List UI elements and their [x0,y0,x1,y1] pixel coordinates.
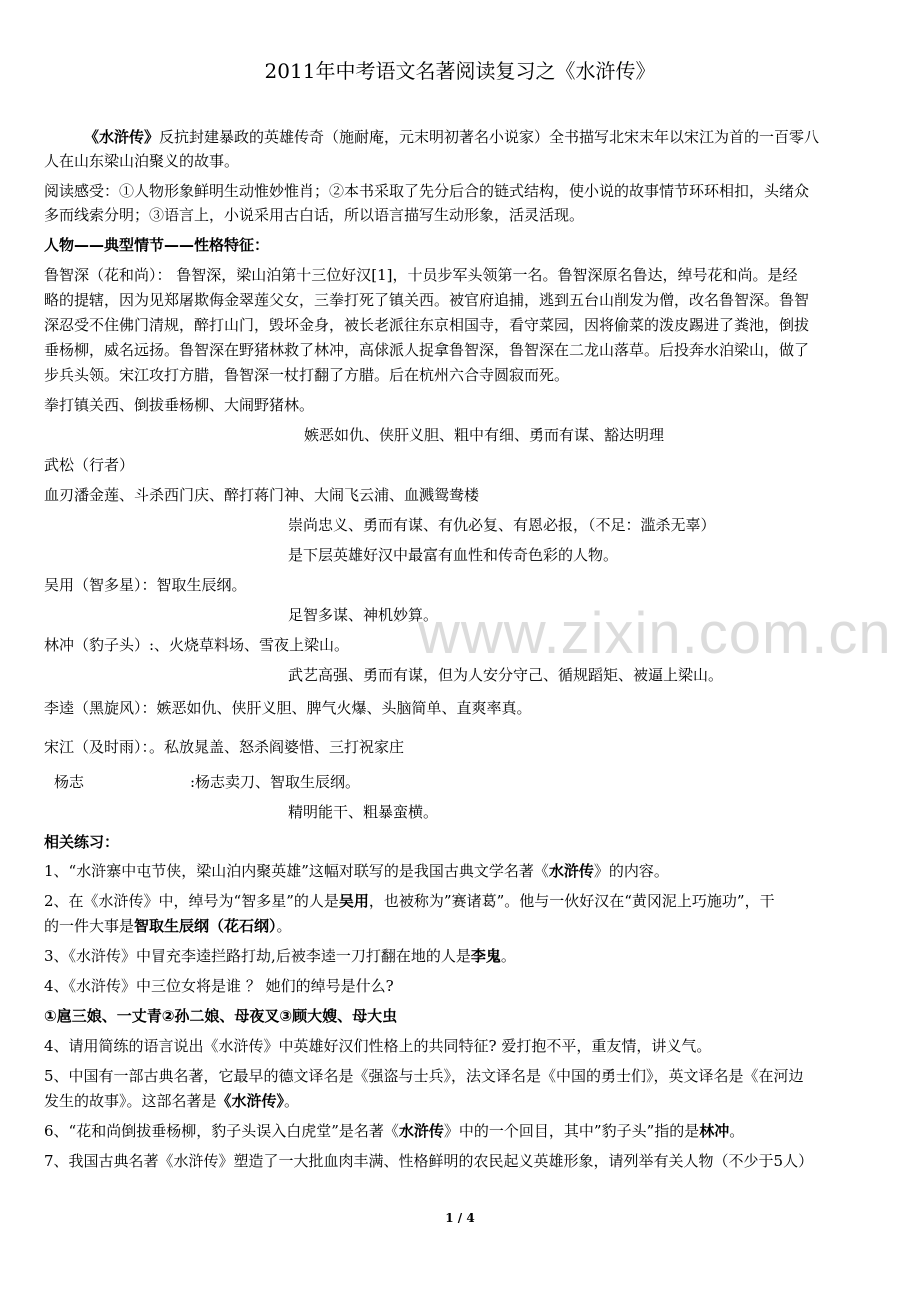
answer: 《水浒传》 [216,1092,285,1110]
intro-line-2: 人在山东梁山泊聚义的故事。 [44,152,240,170]
luzhishen-plots: 拳打镇关西、倒拔垂杨柳、大闹野猪林。 [44,396,315,414]
question-1: 1、“水浒寨中屯节侠，梁山泊内聚英雄”这幅对联写的是我国古典文学名著《水浒传》的内容。 [44,862,669,880]
yangzhi-name: 杨志 [54,773,85,791]
wusong-plots: 血刃潘金莲、斗杀西门庆、醉打蒋门神、大闹飞云浦、血溅鸳鸯楼 [44,486,480,504]
linchong-line: 林冲（豹子头）:、火烧草料场、雪夜上梁山。 [44,636,350,654]
likui-line: 李逵（黑旋风）：嫉恶如仇、侠肝义胆、脾气火爆、头脑简单、直爽率真。 [44,699,532,717]
songjiang-line: 宋江（及时雨）：。私放晁盖、怒杀阎婆惜、三打祝家庄 [44,738,405,756]
answer: 水浒传 [398,1122,444,1140]
answer: 吴用 [338,892,369,910]
question-4: 4、《水浒传》中三位女将是谁 ？ 她们的绰号是什么? [44,977,394,995]
answer: 智取生辰纲（花石纲） [134,917,277,935]
section-heading: 人物——典型情节——性格特征： [44,236,270,254]
question-2-line-2: 的一件大事是智取生辰纲（花石纲）。 [44,917,292,935]
reading-line-1: 阅读感受：①人物形象鲜明生动惟妙惟肖；②本书采取了先分后合的链式结构，使小说的故事情节环环相扣，头绪众 [44,182,810,200]
wuyong-line: 吴用（智多星）：智取生辰纲。 [44,576,247,594]
luzhishen-line-5: 步兵头领。宋江攻打方腊，鲁智深一杖打翻了方腊。后在杭州六合寺圆寂而死。 [44,366,570,384]
luzhishen-traits: 嫉恶如仇、侠肝义胆、粗中有细、勇而有谋、豁达明理 [304,426,665,444]
page-number: 1 / 4 [445,1211,475,1225]
question-2-line-1: 2、在《水浒传》中，绰号为“智多星”的人是吴用，也被称为”赛诸葛”。他与一伙好汉在“黄冈泥上巧施功”，干 [44,892,775,910]
answer: 李鬼 [470,947,501,965]
wuyong-traits: 足智多谋、神机妙算。 [288,606,439,624]
wusong-traits-2: 是下层英雄好汉中最富有血性和传奇色彩的人物。 [288,546,619,564]
question-5-line-2: 发生的故事》。这部名著是《水浒传》。 [44,1092,300,1110]
wusong-traits-1: 崇尚忠义、勇而有谋、有仇必复、有恩必报，（不足：滥杀无辜） [288,516,716,534]
yangzhi-plots: :杨志卖刀、智取生辰纲。 [190,773,361,791]
answer: 水浒传 [548,862,594,880]
answer: 林冲 [699,1122,730,1140]
question-7: 7、我国古典名著《水浒传》塑造了一大批血肉丰满、性格鲜明的农民起义英雄形象，请列举有关人物（不少于5人） [44,1152,814,1170]
question-3: 3、《水浒传》中冒充李逵拦路打劫,后被李逵一刀打翻在地的人是李鬼。 [44,947,516,965]
intro-book-title: 《水浒传》 [84,128,160,146]
luzhishen-line-2: 略的提辖，因为见郑屠欺侮金翠莲父女，三拳打死了镇关西。被官府追捕，逃到五台山削发为僧，改名鲁智深。鲁智 [44,291,810,309]
reading-line-2: 多而线索分明；③语言上，小说采用古白话，所以语言描写生动形象，活灵活现。 [44,206,585,224]
luzhishen-line-3: 深忍受不住佛门清规，醉打山门，毁坏金身，被长老派往东京相国寺，看守菜园，因将偷菜的泼皮踢进了粪池，倒拔 [44,316,810,334]
question-4b: 4、请用简练的语言说出《水浒传》中英雄好汉们性格上的共同特征? 爱打抱不平，重友情，讲义气。 [44,1037,712,1055]
luzhishen-line-4: 垂杨柳，威名远扬。鲁智深在野猪林救了林冲，高俅派人捉拿鲁智深，鲁智深在二龙山落草。后投奔水泊梁山，做了 [44,341,810,359]
intro-line-1: 《水浒传》反抗封建暴政的英雄传奇（施耐庵，元末明初著名小说家）全书描写北宋末年以宋江为首的一百零八 [84,128,820,146]
exercise-heading: 相关练习： [44,833,120,851]
question-6: 6、“花和尚倒拔垂杨柳，豹子头误入白虎堂”是名著《水浒传》中的一个回目，其中”豹子头”指的是林冲。 [44,1122,745,1140]
page-title: 2011年中考语文名著阅读复习之《水浒传》 [264,59,656,83]
linchong-traits: 武艺高强、勇而有谋，但为人安分守己、循规蹈矩、被逼上梁山。 [288,666,724,684]
luzhishen-line-1: 鲁智深（花和尚）： 鲁智深，梁山泊第十三位好汉[1]，十员步军头领第一名。鲁智深原名鲁达，绰号花和尚。是经 [44,266,798,284]
yangzhi-traits: 精明能干、粗暴蛮横。 [288,803,439,821]
question-4-answer: ①扈三娘、一丈青②孙二娘、母夜叉③顾大嫂、母大虫 [44,1007,398,1025]
watermark: www.zixin.com.cn [418,601,892,666]
wusong-name: 武松（行者） [44,456,135,474]
question-5-line-1: 5、中国有一部古典名著，它最早的德文译名是《强盗与士兵》，法文译名是《中国的勇士们》，英文译名是《在河边 [44,1067,804,1085]
